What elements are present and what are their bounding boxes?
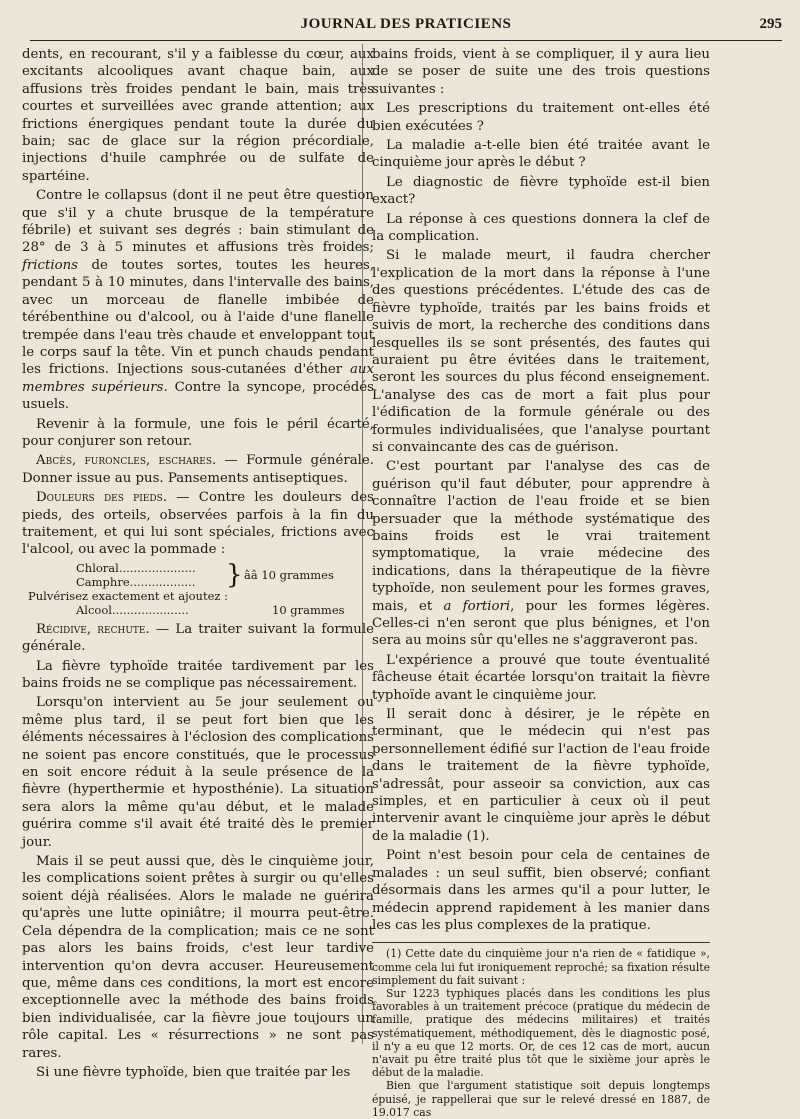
question: Les prescriptions du traitement ont-elles été bien exécutées ?: [372, 101, 710, 134]
paragraph-douleurs: Douleurs des pieds. — Contre les douleurs des pieds, des orteils, observées parfois à la fin du traitement, et qui lui sont spéciales, frictions avec l'alcool, ou avec la pommade :: [22, 490, 374, 558]
paragraph: Point n'est besoin pour cela de centaines de malades : un seul suffit, bien observé; confiant désormais dans les armes qu'il a pour lutter, le médecin apprend rapidement à les manier dans les cas les plus complexes de la pratique.: [372, 848, 710, 933]
formula-note: Pulvérisez exactement et ajoutez :: [28, 588, 228, 603]
footnote: Bien que l'argument statistique soit depuis longtemps épuisé, je rappellerai que sur le relevé dressé en 1887, de 19.017 cas: [372, 1079, 710, 1119]
paragraph: Si le malade meurt, il faudra chercher l'explication de la mort dans la réponse à l'une des questions précédentes. L'étude des cas de fièvre typhoïde, traités par les bains froids et suivis de mort, la recherche des conditions dans lesquelles ils se sont présentés, des fautes qui auraient pu être évitées dans le traitement, seront les sources du plus fécond enseignement. L'analyse des cas de mort a fait plus pour l'édification de la formule générale ou des formules individualisées, que l'analyse pourtant si convaincante des cas de guérison.: [372, 248, 710, 455]
formula-quantity: ââ 10 grammes: [244, 567, 334, 582]
question: Le diagnostic de fièvre typhoïde est-il bien exact?: [372, 174, 710, 208]
paragraph: L'expérience a prouvé que toute éventualité fâcheuse était écartée lorsqu'on traitait la fièvre typhoïde avant le cinquième jour.: [372, 652, 710, 703]
footnote-rule: [372, 942, 710, 943]
paragraph: Si une fièvre typhoïde, bien que traitée par les: [36, 1064, 351, 1080]
paragraph: bains froids, vient à se compliquer, il y aura lieu de se poser de suite une des trois questions suivantes :: [372, 47, 710, 97]
page-header: [30, 14, 782, 40]
formula-ingredient: Alcool.....................: [76, 602, 189, 617]
section-heading: Abcès, furoncles, eschares.: [36, 453, 217, 469]
footnote: Sur 1223 typhiques placés dans les conditions les plus favorables à un traitement précoce (pratique du médecin de famille, pratique des médecins militaires) et traités systématiquement, méthodiquement, dès le diagnostic posé, il n'y a eu que 12 morts. Or, de ces 12 cas de mort, aucun n'avait pu être traité plus tôt que le sixième jour après le début de la maladie.: [372, 986, 710, 1080]
section-heading: Douleurs des pieds.: [36, 490, 167, 506]
paragraph: La fièvre typhoïde traitée tardivement par les bains froids ne se complique pas nécessairement.: [22, 658, 374, 691]
formula-quantity: 10 grammes: [272, 602, 345, 617]
paragraph: Revenir à la formule, une fois le péril écarté, pour conjurer son retour.: [22, 416, 374, 449]
prescription-formula: [22, 561, 374, 617]
paragraph-guerison: C'est pourtant par l'analyse des cas de guérison qu'il faut débuter, pour apprendre à connaître l'action de l'eau froide et se bien persuader que la méthode systématique des bains froids est le vrai traitement symptomatique, la vraie médecine des indications, dans la thérapeutique de la fièvre typhoïde, non seulement pour les formes graves, mais, et a fortiori, pour les formes légères. Celles-ci n'en seront que plus bénignes, et l'on sera au moins sûr qu'elles ne s'aggraveront pas.: [372, 459, 710, 649]
section-heading: Récidive, rechute.: [36, 621, 150, 637]
formula-ingredient: Camphre..................: [76, 574, 196, 589]
paragraph: dents, en recourant, s'il y a faiblesse du cœur, aux excitants alcooliques avant chaque bain, aux affusions très froides pendant le bain, mais très courtes et surveillées avec grande attention; aux frictions énergiques pendant toute la durée du bain; sac de glace sur la région précordiale, injections d'huile camphrée ou de sulfate de spartéine.: [22, 47, 374, 184]
question: La maladie a-t-elle bien été traitée avant le cinquième jour après le début ?: [372, 138, 710, 171]
paragraph: Mais il se peut aussi que, dès le cinquième jour, les complications soient prêtes à surgir ou qu'elles soient déjà réalisées. Alors le malade ne guérira qu'après une lutte opiniâtre; il mourra peut-être. Cela dépendra de la complication; mais ce ne sont pas alors les bains froids, c'est leur tardive intervention qu'on devra accuser. Heureusement que, même dans ces conditions, la mort est encore exceptionnelle avec la méthode des bains froids bien individualisée, car la fièvre joue toujours un rôle capital. Les « résurrections » ne sont pas rares.: [22, 854, 374, 1061]
footnotes: [372, 947, 710, 1119]
paragraph-collapsus: Contre le collapsus (dont il ne peut être question que s'il y a chute brusque de la température fébrile) et suivant ses degrés : bain stimulant de 28° de 3 à 5 minutes et affusions très froides; frictions de toutes sortes, toutes les heures, pendant 5 à 10 minutes, dans l'intervalle des bains, avec un morceau de flanelle imbibée de térébenthine ou d'alcool, ou à l'aide d'une flanelle trempée dans l'eau très chaude et enveloppant tout le corps sauf la tête. Vin et punch chauds pendant les frictions. Injections sous-cutanées d'éther aux membres supérieurs. Contre la syncope, procédés usuels.: [22, 188, 374, 413]
journal-title: JOURNAL DES PRATICIENS: [300, 16, 512, 32]
formula-ingredient: Chloral.....................: [76, 560, 196, 575]
brace-symbol: }: [226, 559, 243, 590]
page-number: 295: [759, 16, 782, 32]
paragraph: Il serait donc à désirer, je le répète en terminant, que le médecin qui n'est pas personnellement édifié sur l'action de l'eau froide dans le traitement de la fièvre typhoïde, s'adressât, pour asseoir sa conviction, aux cas simples, et en particulier à ceux où il peut intervenir avant le cinquième jour après le début de la maladie (1).: [372, 707, 710, 844]
paragraph-recidive: Récidive, rechute. — La traiter suivant la formule générale.: [22, 621, 374, 655]
header-rule: [30, 40, 782, 41]
paragraph: La réponse à ces questions donnera la clef de la complication.: [372, 211, 710, 245]
paragraph: Lorsqu'on intervient au 5e jour seulement ou même plus tard, il se peut fort bien que les éléments nécessaires à l'éclosion des complications ne soient pas encore constitués, que le processus en soit encore réduit à la seule présence de la fièvre (hyperthermie et hyposthénie). La situation sera alors la même qu'au début, et le malade guérira comme s'il avait été traité dès le premier jour.: [22, 695, 374, 850]
footnote: (1) Cette date du cinquième jour n'a rien de « fatidique », comme cela lui fut ironiquement reproché; sa fixation résulte simplement du fait suivant :: [372, 947, 710, 987]
left-column: [22, 46, 374, 1083]
right-column: [372, 46, 710, 1119]
paragraph-abces: Abcès, furoncles, eschares. — Formule générale. Donner issue au pus. Pansements antiseptiques.: [22, 453, 375, 486]
